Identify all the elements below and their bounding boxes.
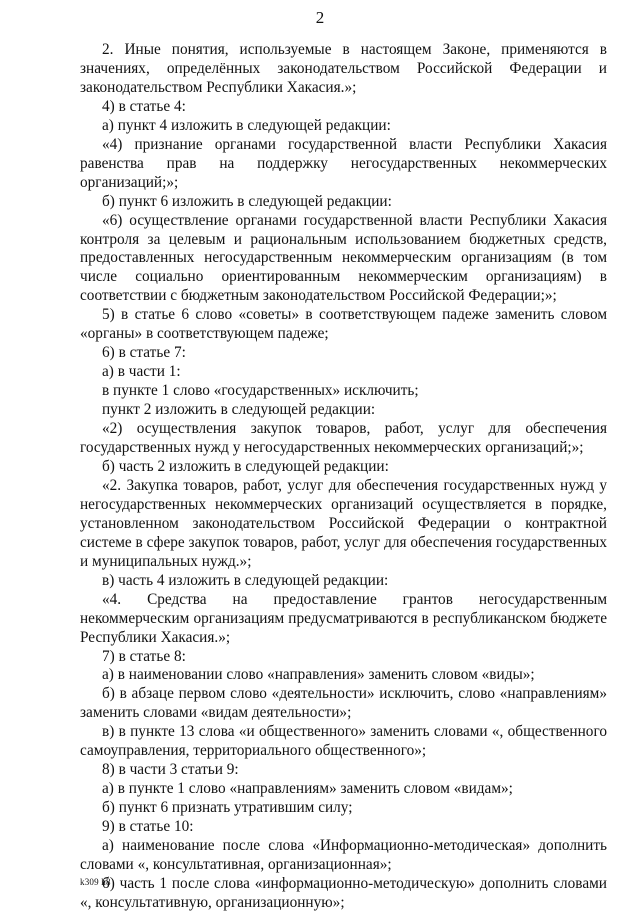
paragraph: а) пункт 4 изложить в следующей редакции:	[102, 116, 391, 134]
paragraph: 5) в статье 6 слово «советы» в соответствующем падеже заменить словом «органы» в соответствующем падеже;	[80, 306, 607, 343]
paragraph: 9) в статье 10:	[102, 818, 194, 836]
paragraph: 8) в части 3 статьи 9:	[102, 761, 239, 779]
paragraph: б) часть 2 изложить в следующей редакции:	[102, 457, 389, 475]
document-body	[80, 41, 607, 913]
paragraph: в) часть 4 изложить в следующей редакции:	[102, 571, 389, 589]
paragraph: пункт 2 изложить в следующей редакции:	[102, 401, 376, 419]
paragraph: «2. Закупка товаров, работ, услуг для обеспечения государственных нужд у негосударственных некоммерческих организаций осуществляется в порядке, установленном законодательством Российской Федерации о контрактной системе в сфере закупок товаров, работ, услуг для обеспечения государственных и муниципальных нужд.»;	[80, 476, 607, 570]
paragraph: а) в части 1:	[102, 363, 181, 381]
paragraph: б) пункт 6 признать утратившим силу;	[102, 799, 353, 817]
paragraph: «2) осуществления закупок товаров, работ, услуг для обеспечения государственных нужд у негосударственных некоммерческих организаций;»;	[80, 420, 607, 457]
paragraph: 7) в статье 8:	[102, 647, 186, 665]
paragraph: «6) осуществление органами государственной власти Республики Хакасия контроля за целевым и рациональным использованием бюджетных средств, предоставленных негосударственным некоммерческим организациям (в том числе социально ориентированным некоммерческим организациям) в соответствии с бюджетным законодательством Российской Федерации;»;	[80, 211, 607, 305]
paragraph: а) в пункте 1 слово «направлениям» заменить словом «видам»;	[102, 780, 513, 798]
paragraph: а) в наименовании слово «направления» заменить словом «виды»;	[102, 666, 535, 684]
paragraph: «4. Средства на предоставление грантов негосударственным некоммерческим организациям предусматриваются в республиканском бюджете Республики Хакасия.»;	[80, 590, 607, 646]
paragraph: в) в пункте 13 слова «и общественного» заменить словами «, общественного самоуправления, территориального общественного»;	[80, 723, 607, 760]
document-code: k309 h8	[80, 877, 111, 887]
paragraph: в пункте 1 слово «государственных» исключить;	[102, 382, 419, 400]
paragraph: «4) признание органами государственной власти Республики Хакасия равенства прав на поддержку негосударственных некоммерческих организаций;»;	[80, 135, 607, 191]
paragraph: 4) в статье 4:	[102, 97, 186, 115]
page-number: 2	[315, 8, 325, 27]
paragraph: б) часть 1 после слова «информационно-методическую» дополнить словами «, консультативную, организационную»;	[80, 874, 607, 911]
paragraph: б) пункт 6 изложить в следующей редакции:	[102, 192, 392, 210]
paragraph: а) наименование после слова «Информационно-методическая» дополнить словами «, консультативная, организационная»;	[80, 837, 607, 873]
paragraph: б) в абзаце первом слово «деятельности» исключить, слово «направлениям» заменить словами «видам деятельности»;	[80, 685, 607, 722]
paragraph: 2. Иные понятия, используемые в настоящем Законе, применяются в значениях, определённых законодательством Российской Федерации и законодательством Республики Хакасия.»;	[80, 41, 607, 96]
paragraph: 6) в статье 7:	[102, 344, 186, 362]
